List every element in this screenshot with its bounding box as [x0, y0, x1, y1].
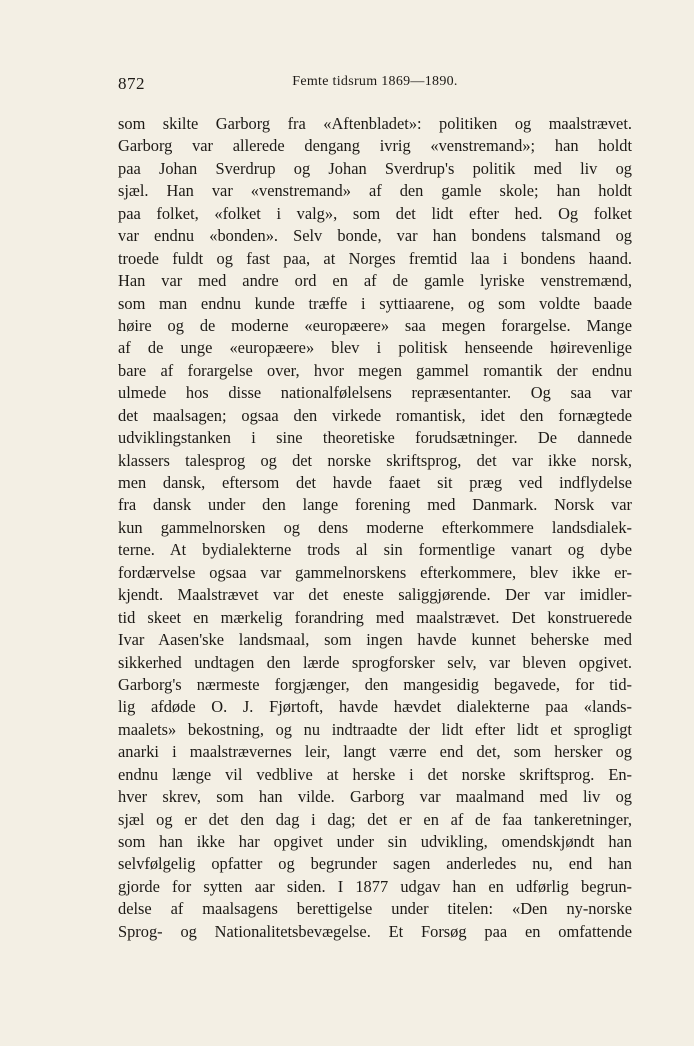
text-line: Han var med andre ord en af de gamle lyriske venstremænd, [118, 271, 632, 291]
text-line: anarki i maalstrævernes leir, langt værre end det, som hersker og [118, 742, 632, 762]
text-line: sjæl. Han var «venstremand» af den gamle skole; han holdt [118, 181, 632, 201]
text-line: Garborg's nærmeste forgjænger, den mangesidig begavede, for tid- [118, 674, 632, 694]
text-line: det maalsagen; ogsaa den virkede romantisk, idet den fornægtede [118, 405, 632, 425]
text-line: klassers talesprog og det norske skriftsprog, det var ikke norsk, [118, 450, 632, 470]
text-line: men dansk, eftersom det havde faaet sit præg ved indflydelse [118, 473, 632, 492]
running-head: Femte tidsrum 1869—1890. [292, 74, 458, 89]
text-line: af de unge «europæere» blev i politisk henseende høirevenlige [118, 338, 632, 358]
text-line: terne. At bydialekterne trods al sin formentlige vanart og dybe [118, 540, 632, 560]
text-line: fra dansk under den lange forening med Danmark. Norsk var [118, 495, 632, 515]
text-line: sjæl og er det den dag i dag; det er en af de faa tankeretninger, [118, 809, 632, 829]
text-line: Ivar Aasen'ske landsmaal, som ingen havde kunnet beherske med [118, 630, 632, 650]
text-line: selvfølgelig opfatter og begrunder sagen anderledes nu, end han [118, 854, 632, 874]
text-line: kun gammelnorsken og dens moderne efterkommere landsdialek- [118, 517, 632, 537]
text-line: Garborg var allerede dengang ivrig «venstremand»; han holdt [118, 136, 632, 156]
text-line: som skilte Garborg fra «Aftenbladet»: politiken og maalstrævet. [118, 114, 632, 133]
text-line: tid skeet en mærkelig forandring med maalstrævet. Det konstruerede [118, 607, 632, 627]
text-line: sikkerhed undtagen den lærde sprogforsker selv, var bleven opgivet. [118, 652, 632, 672]
text-line: udviklingstanken i sine theoretiske forudsætninger. De dannede [118, 428, 632, 448]
body-text [118, 113, 632, 943]
text-line: delse af maalsagens berettigelse under titelen: «Den ny-norske [118, 899, 632, 919]
text-line: gjorde for sytten aar siden. I 1877 udgav han en udførlig begrun- [118, 876, 632, 896]
text-line: bare af forargelse over, hvor megen gammel romantik der endnu [118, 360, 632, 380]
text-line: som han ikke har opgivet under sin udvikling, omendskjøndt han [118, 832, 632, 851]
text-line: var endnu «bonden». Selv bonde, var han bondens talsmand og [118, 226, 632, 246]
text-line: troede fuldt og fast paa, at Norges fremtid laa i bondens haand. [118, 248, 632, 268]
page-number: 872 [118, 74, 145, 93]
text-line: Sprog- og Nationalitetsbevægelse. Et Forsøg paa en omfattende [118, 921, 632, 941]
text-line: lig afdøde O. J. Fjørtoft, havde hævdet dialekterne paa «lands- [118, 697, 632, 717]
text-line: paa folket, «folket i valg», som det lidt efter hed. Og folket [118, 203, 632, 223]
text-line: hver skrev, som han vilde. Garborg var maalmand med liv og [118, 787, 632, 807]
page-header [118, 70, 632, 96]
text-line: endnu længe vil vedblive at herske i det norske skriftsprog. En- [118, 764, 632, 784]
text-line: kjendt. Maalstrævet var det eneste saliggjørende. Der var imidler- [118, 585, 632, 605]
text-line: som man endnu kunde træffe i syttiaarene, og som voldte baade [118, 293, 632, 313]
text-line: ulmede hos disse nationalfølelsens repræsentanter. Og saa var [118, 383, 632, 403]
text-line: høire og de moderne «europæere» saa megen forargelse. Mange [118, 315, 632, 335]
text-line: paa Johan Sverdrup og Johan Sverdrup's politik med liv og [118, 158, 632, 178]
text-line: fordærvelse ogsaa var gammelnorskens efterkommere, blev ikke er- [118, 562, 632, 582]
text-line: maalets» bekostning, og nu indtraadte der lidt efter lidt et sprogligt [118, 719, 632, 739]
